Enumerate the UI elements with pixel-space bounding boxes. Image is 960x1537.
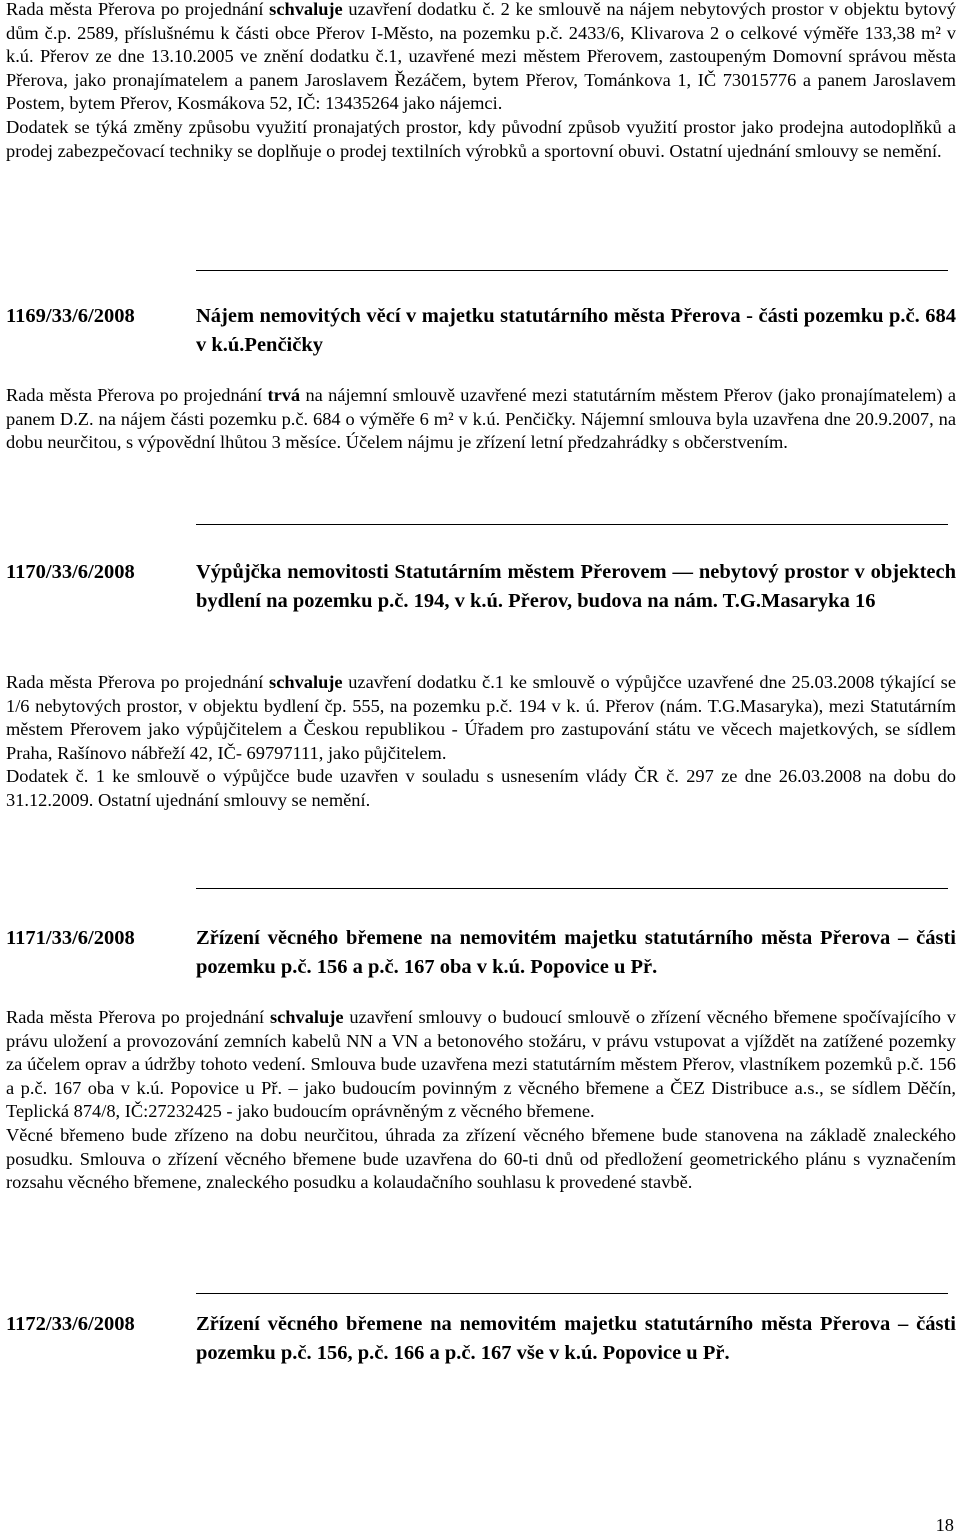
resolution-title: Zřízení věcného břemene na nemovitém majetku statutárního města Přerova – části pozemku p.č. 156, p.č. 166 a p.č. 167 vše v k.ú. Popovice u Př. [196,1313,956,1364]
resolution-number: 1170/33/6/2008 [6,561,135,583]
intro-text-body: uzavření dodatku č. 2 ke smlouvě na nájem nebytových prostor v objektu bytový dům č.p. 2589, příslušnému k části obce Přerov I-Město, na pozemku p.č. 2433/6, Klivarova 2 o celkové výměře 133,38 m² v k.ú. Přerov ze dne 13.10.2005 ve znění dodatku č.1, uzavřené mezi městem Přerovem, zastoupeným Domovní správou města Přerova, jako pronajímatelem a panem Jaroslavem Řezáčem, bytem Přerov, Tománkova 1, IČ 73015776 a panem Jaroslavem Postem, bytem Přerov, Kosmákova 52, IČ: 13435264 jako nájemci. [6,0,956,114]
resolution-title: Výpůjčka nemovitosti Statutárním městem Přerovem — nebytový prostor v objektech bydlení na pozemku p.č. 194, v k.ú. Přerov, budova na nám. T.G.Masaryka 16 [196,561,956,612]
body-text: na nájemní smlouvě uzavřené mezi statutárním městem Přerov (jako pronajímatelem) a panem D.Z. na nájem části pozemku p.č. 684 o výměře 6 m² v k.ú. Penčičky. Nájemní smlouva byla uzavřena dne 20.9.2007, na dobu neurčitou, s výpovědní lhůtou 3 měsíce. Účelem nájmu je zřízení letní předzahrádky s občerstvením. [6,385,956,453]
body-verb: schvaluje [269,1007,344,1027]
intro-verb: schvaluje [269,0,343,19]
resolution-number: 1169/33/6/2008 [6,305,135,327]
body-text: uzavření smlouvy o budoucí smlouvě o zřízení věcného břemene spočívajícího v právu uložení a provozování zemních kabelů NN a VN a betonového stožáru, v právu vstupovat a vjíždět na zatížené pozemky za účelem oprav a údržby tohoto vedení. Smlouva bude uzavřena mezi statutárním městem Přerov, vlastníkem pozemků p.č. 156 a p.č. 167 oba v k.ú. Popovice u Př. – jako budoucím povinným z věcného břemene a ČEZ Distribuce a.s., se sídlem Děčín, Teplická 874/8, IČ:27232425 - jako budoucím oprávněným z věcného břemene. [6,1007,956,1122]
intro-amendment-text: Dodatek se týká změny způsobu využití pronajatých prostor, kdy původní způsob využití prostor jako prodejna autodoplňků a prodej zabezpečovací techniky se doplňuje o prodej textilních výrobků a sportovní obuvi. Ostatní ujednání smlouvy se nemění. [6,116,956,161]
body-verb: schvaluje [269,672,343,692]
resolution-title: Nájem nemovitých věcí v majetku statutárního města Přerova - části pozemku p.č. 684 v k.ú.Penčičky [196,305,956,356]
body-verb: trvá [267,385,301,405]
page-number: 18 [935,1515,954,1535]
body-lead: Rada města Přerova po projednání [6,385,268,405]
body-extra-text: Věcné břemeno bude zřízeno na dobu neurčitou, úhrada za zřízení věcného břemene bude stanovena na základě znaleckého posudku. Smlouva o zřízení věcného břemene bude uzavřena do 60-ti dnů od předložení geometrického plánu s vyznačením rozsahu věcného břemene, znaleckého posudku a kolaudačního souhlasu k provedené stavbě. [6,1124,956,1193]
body-extra-text: Dodatek č. 1 ke smlouvě o výpůjčce bude uzavřen v souladu s usnesením vlády ČR č. 297 ze dne 26.03.2008 na dobu do 31.12.2009. Ostatní ujednání smlouvy se nemění. [6,766,956,810]
body-lead: Rada města Přerova po projednání [6,672,270,692]
resolution-number: 1171/33/6/2008 [6,927,135,949]
body-lead: Rada města Přerova po projednání [6,1007,270,1027]
resolution-title: Zřízení věcného břemene na nemovitém majetku statutárního města Přerova – části pozemku p.č. 156 a p.č. 167 oba v k.ú. Popovice u Př. [196,927,956,978]
section-divider [196,270,948,271]
resolution-body-1171 [6,1006,956,1195]
section-divider [196,524,948,525]
section-divider [196,888,948,889]
body-text: uzavření dodatku č.1 ke smlouvě o výpůjčce uzavřené dne 25.03.2008 týkající se 1/6 nebytových prostor, v objektu bydlení čp. 555, na pozemku p.č. 194 v k. ú. Přerov (nám. T.G.Masaryka), mezi Statutárním městem Přerovem jako výpůjčitelem a Českou republikou - Úřadem pro zastupování státu ve věcech majetkových, se sídlem Praha, Rašínovo nábřeží 42, IČ- 69797111, jako půjčitelem. [6,672,956,763]
resolution-number: 1172/33/6/2008 [6,1313,135,1335]
resolution-body-1170 [6,671,956,813]
section-divider [196,1293,948,1294]
intro-text-lead: Rada města Přerova po projednání [6,0,270,19]
resolution-body-1169 [6,384,956,455]
intro-paragraph [6,0,956,163]
